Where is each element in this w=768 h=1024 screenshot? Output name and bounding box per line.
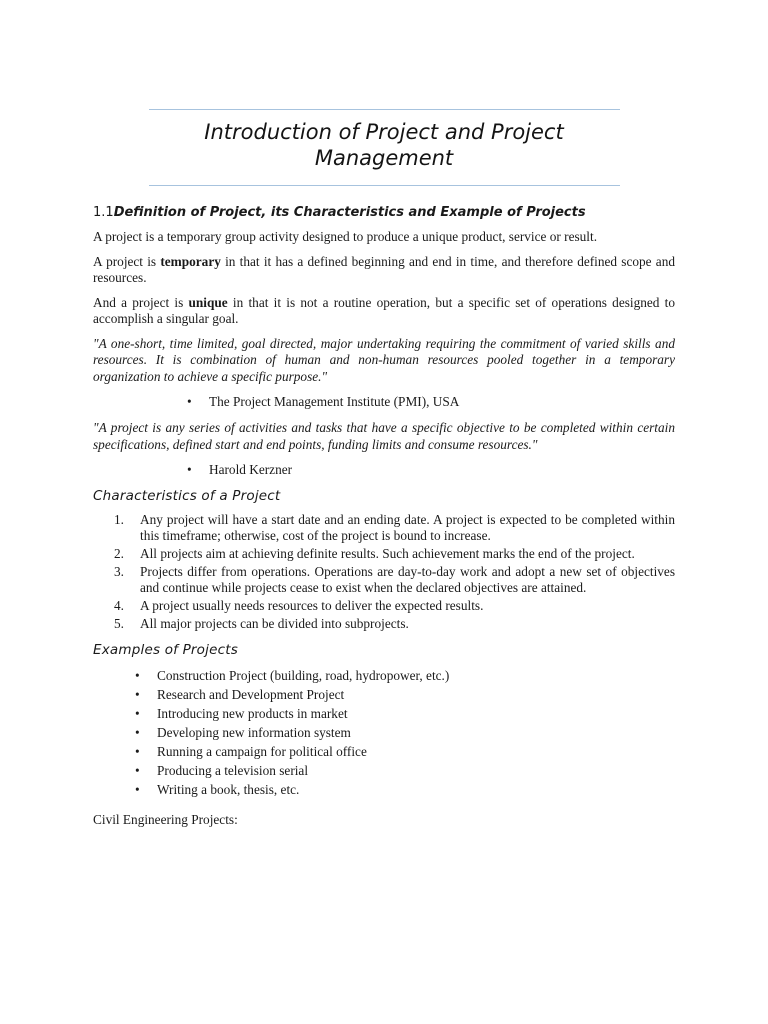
title-rule-top — [149, 109, 620, 110]
paragraph-temporary — [93, 254, 675, 287]
paragraph-definition: A project is a temporary group activity designed to produce a unique product, service or result. — [93, 229, 598, 244]
source-pmi: • The Project Management Institute (PMI), USA — [93, 393, 675, 410]
source-list — [93, 461, 675, 478]
list-item — [93, 564, 675, 596]
quote-kerzner: "A project is any series of activities and tasks that have a specific objective to be completed within certain specifications, defined start and end points, funding limits and consume resources." — [93, 420, 675, 452]
item-number: 1. — [114, 512, 124, 527]
bold-term-unique: unique — [188, 294, 228, 310]
list-item: • Research and Development Project — [93, 685, 675, 704]
characteristics-list — [93, 512, 675, 632]
item-text: Any project will have a start date and an ending date. A project is expected to be completed within this timeframe; otherwise, cost of the project is bound to increase. — [140, 512, 675, 543]
item-number: 4. — [114, 598, 124, 613]
list-item: • Running a campaign for political office — [93, 742, 675, 761]
document-body — [93, 205, 675, 828]
examples-heading: Examples of Projects — [93, 642, 238, 658]
item-text: All major projects can be divided into subprojects. — [140, 616, 409, 631]
section-title: Definition of Project, its Characteristics and Example of Projects — [113, 205, 586, 220]
list-item: • Developing new information system — [93, 723, 675, 742]
text-span: in that it has a defined beginning and end in time, and therefore defined scope and resources. — [93, 253, 675, 285]
item-number: 5. — [114, 616, 124, 631]
list-item: • Producing a television serial — [93, 761, 675, 780]
item-text: A project usually needs resources to deliver the expected results. — [140, 598, 484, 613]
item-number: 2. — [114, 546, 124, 561]
list-item — [93, 598, 675, 614]
characteristics-heading: Characteristics of a Project — [93, 488, 281, 504]
title-rule-bottom — [149, 185, 620, 186]
list-item — [93, 512, 675, 544]
item-text: Projects differ from operations. Operations are day-to-day work and adopt a new set of objectives and continue while projects cease to exist when the declared objectives are attained. — [140, 564, 675, 595]
item-text: All projects aim at achieving definite results. Such achievement marks the end of the project. — [140, 546, 635, 561]
quote-pmi: "A one-short, time limited, goal directed, major undertaking requiring the commitment of varied skills and resources. It is combination of human and non-human resources pooled together in a temporary organization to achieve a specific purpose." — [93, 335, 675, 384]
source-list — [93, 393, 675, 410]
civil-engineering-label: Civil Engineering Projects: — [93, 812, 238, 827]
document-title: Introduction of Project and Project Management — [204, 120, 564, 170]
text-span: A project is — [93, 253, 161, 269]
section-heading — [93, 205, 675, 220]
list-item: • Introducing new products in market — [93, 704, 675, 723]
item-number: 3. — [114, 564, 124, 579]
paragraph-unique — [93, 295, 675, 328]
source-kerzner: • Harold Kerzner — [93, 461, 675, 478]
list-item — [93, 616, 675, 632]
list-item: • Construction Project (building, road, hydropower, etc.) — [93, 666, 675, 685]
bold-term-temporary: temporary — [160, 253, 221, 269]
examples-list — [93, 666, 675, 799]
list-item: • Writing a book, thesis, etc. — [93, 780, 675, 799]
section-number: 1.1 — [93, 205, 114, 220]
text-span: in that it is not a routine operation, but a specific set of operations designed to accomplish a singular goal. — [93, 294, 676, 326]
text-span: And a project is — [93, 294, 189, 310]
list-item — [93, 546, 675, 562]
